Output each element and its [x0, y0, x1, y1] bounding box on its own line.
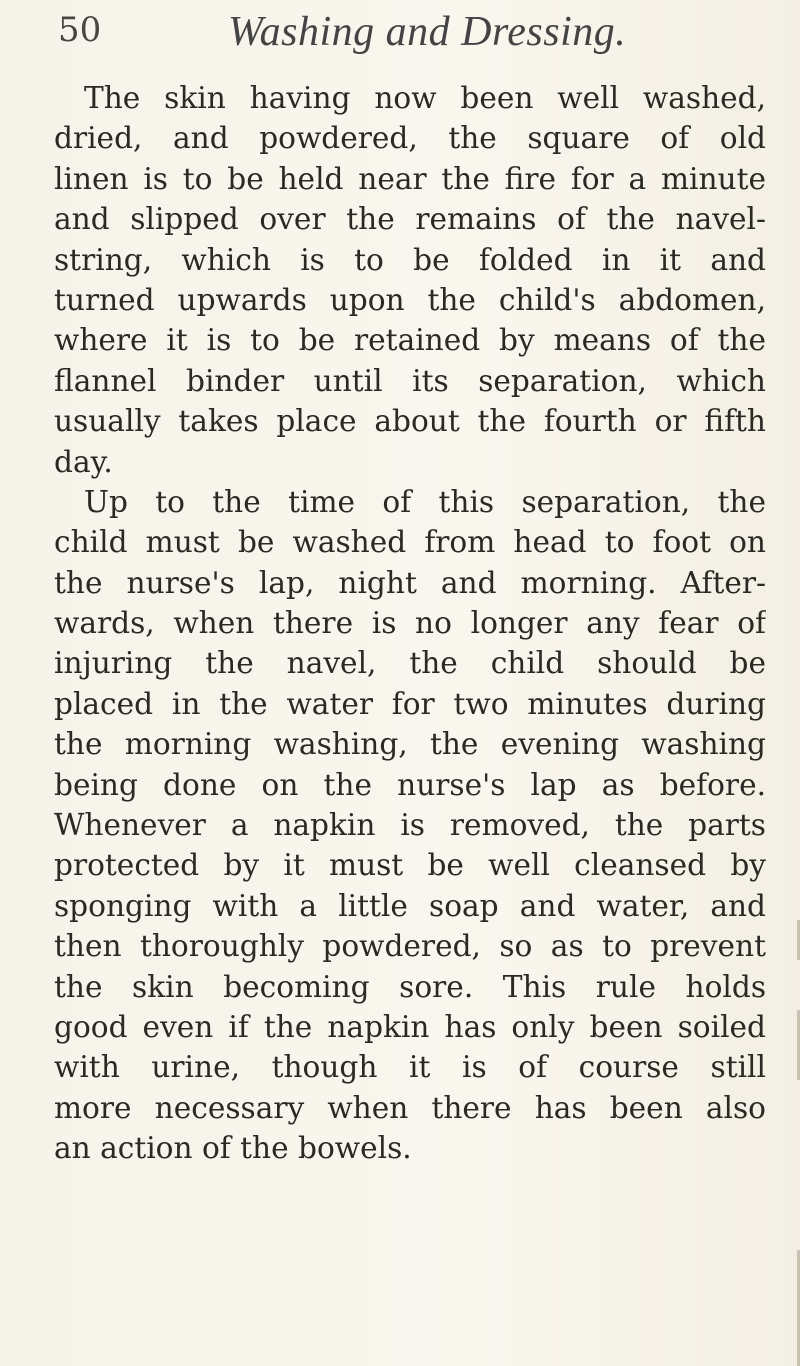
page-number: 50: [58, 10, 102, 50]
text-line: Whenever a napkin is removed, the parts: [54, 808, 766, 843]
text-line: more necessary when there has been also: [54, 1090, 766, 1125]
text-line: where it is to be retained by means of the: [54, 323, 766, 358]
running-title: Washing and Dressing.: [228, 9, 627, 55]
text-line: usually takes place about the fourth or fifth: [54, 404, 766, 439]
text-line: good even if the napkin has only been soiled: [54, 1009, 766, 1044]
paragraph-2: [54, 482, 766, 1169]
text-line: wards, when there is no longer any fear of: [54, 606, 766, 641]
paragraph-1: [54, 78, 766, 482]
text-line: day.: [54, 444, 113, 479]
text-line: The skin having now been well washed,: [84, 81, 766, 115]
text-line: then thoroughly powdered, so as to prevent: [54, 929, 766, 964]
text-line: and slipped over the remains of the navel-: [54, 202, 766, 237]
body-text: [54, 78, 766, 1169]
text-line: flannel binder until its separation, which: [54, 363, 766, 398]
text-line: protected by it must be well cleansed by: [54, 848, 766, 883]
text-line: the skin becoming sore. This rule holds: [54, 969, 766, 1004]
text-line: linen is to be held near the fire for a minute: [54, 161, 766, 196]
text-line: sponging with a little soap and water, and: [54, 888, 766, 923]
text-line: child must be washed from head to foot on: [54, 525, 766, 560]
text-line: the nurse's lap, night and morning. After-: [54, 565, 766, 600]
text-line: being done on the nurse's lap as before.: [54, 767, 766, 802]
text-line: Up to the time of this separation, the: [84, 484, 766, 519]
text-line: string, which is to be folded in it and: [54, 242, 766, 277]
text-line: turned upwards upon the child's abdomen,: [54, 282, 766, 317]
text-line: an action of the bowels.: [54, 1131, 412, 1166]
text-line: placed in the water for two minutes during: [54, 686, 766, 721]
text-line: with urine, though it is of course still: [54, 1050, 766, 1085]
text-line: dried, and powdered, the square of old: [54, 121, 766, 156]
text-line: the morning washing, the evening washing: [54, 727, 766, 762]
text-line: injuring the navel, the child should be: [54, 646, 766, 681]
